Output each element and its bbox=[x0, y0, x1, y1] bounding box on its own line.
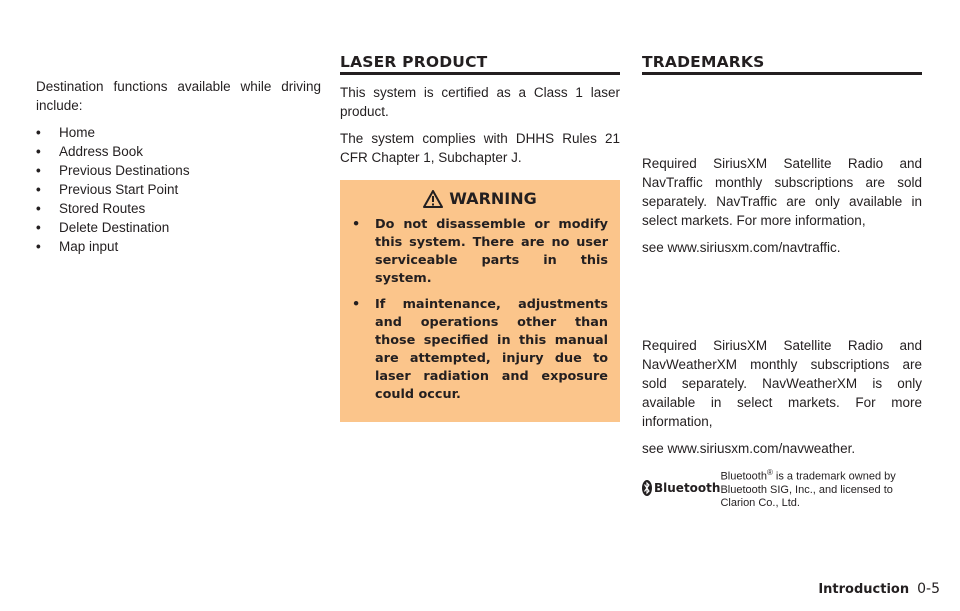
page-footer bbox=[818, 580, 940, 599]
bluetooth-trademark bbox=[642, 466, 922, 510]
list-item: • Previous Destinations bbox=[36, 161, 321, 180]
laser-product-heading: LASER PRODUCT bbox=[340, 53, 620, 75]
navtraffic-text: Required SiriusXM Satellite Radio and NavTraffic monthly subscriptions are sold separately. NavTraffic are only available in select markets. For more information, bbox=[642, 156, 922, 228]
list-item: • Home bbox=[36, 123, 321, 142]
bluetooth-logo bbox=[642, 466, 720, 510]
registered-mark: ® bbox=[766, 468, 773, 477]
list-item: • Map input bbox=[36, 237, 321, 256]
warning-title: WARNING bbox=[449, 189, 537, 208]
laser-product-column bbox=[340, 53, 620, 422]
bluetooth-logo-text: Bluetooth bbox=[654, 480, 721, 495]
bluetooth-icon bbox=[642, 480, 652, 496]
warning-item: • Do not disassemble or modify this system. There are no user serviceable parts in this system. bbox=[352, 216, 608, 288]
warning-icon bbox=[423, 190, 443, 208]
footer-section: Introduction bbox=[818, 582, 910, 597]
navtraffic-link-text: see www.siriusxm.com/navtraffic. bbox=[642, 240, 841, 255]
list-item: • Delete Destination bbox=[36, 218, 321, 237]
laser-class-text: This system is certified as a Class 1 laser product. bbox=[340, 85, 620, 119]
spacer bbox=[642, 265, 922, 336]
spacer bbox=[642, 83, 922, 154]
bluetooth-name: Bluetooth bbox=[720, 470, 767, 483]
trademarks-heading: TRADEMARKS bbox=[642, 53, 922, 75]
navweather-link-text: see www.siriusxm.com/navweather. bbox=[642, 441, 856, 456]
list-item: • Stored Routes bbox=[36, 199, 321, 218]
page-number: 0-5 bbox=[917, 581, 940, 597]
trademarks-column bbox=[642, 53, 922, 510]
destination-list bbox=[36, 123, 321, 256]
warning-item: • If maintenance, adjustments and operations other than those specified in this manual are attempted, injury due to laser radiation and exposure could occur. bbox=[352, 296, 608, 404]
list-item: • Address Book bbox=[36, 142, 321, 161]
warning-box bbox=[340, 180, 620, 422]
warning-header bbox=[352, 189, 608, 208]
destination-intro: Destination functions available while driving include: bbox=[36, 79, 321, 113]
warning-list bbox=[352, 216, 608, 404]
navweather-text: Required SiriusXM Satellite Radio and NavWeatherXM monthly subscriptions are sold separately. NavWeatherXM is only available in select markets. For more information, bbox=[642, 338, 922, 429]
left-column bbox=[36, 77, 321, 256]
laser-compliance-text: The system complies with DHHS Rules 21 CFR Chapter 1, Subchapter J. bbox=[340, 131, 620, 165]
bluetooth-notice bbox=[720, 466, 922, 510]
list-item: • Previous Start Point bbox=[36, 180, 321, 199]
bluetooth-notice-text: is a trademark owned by Bluetooth SIG, Inc., and licensed to Clarion Co., Ltd. bbox=[720, 470, 896, 509]
